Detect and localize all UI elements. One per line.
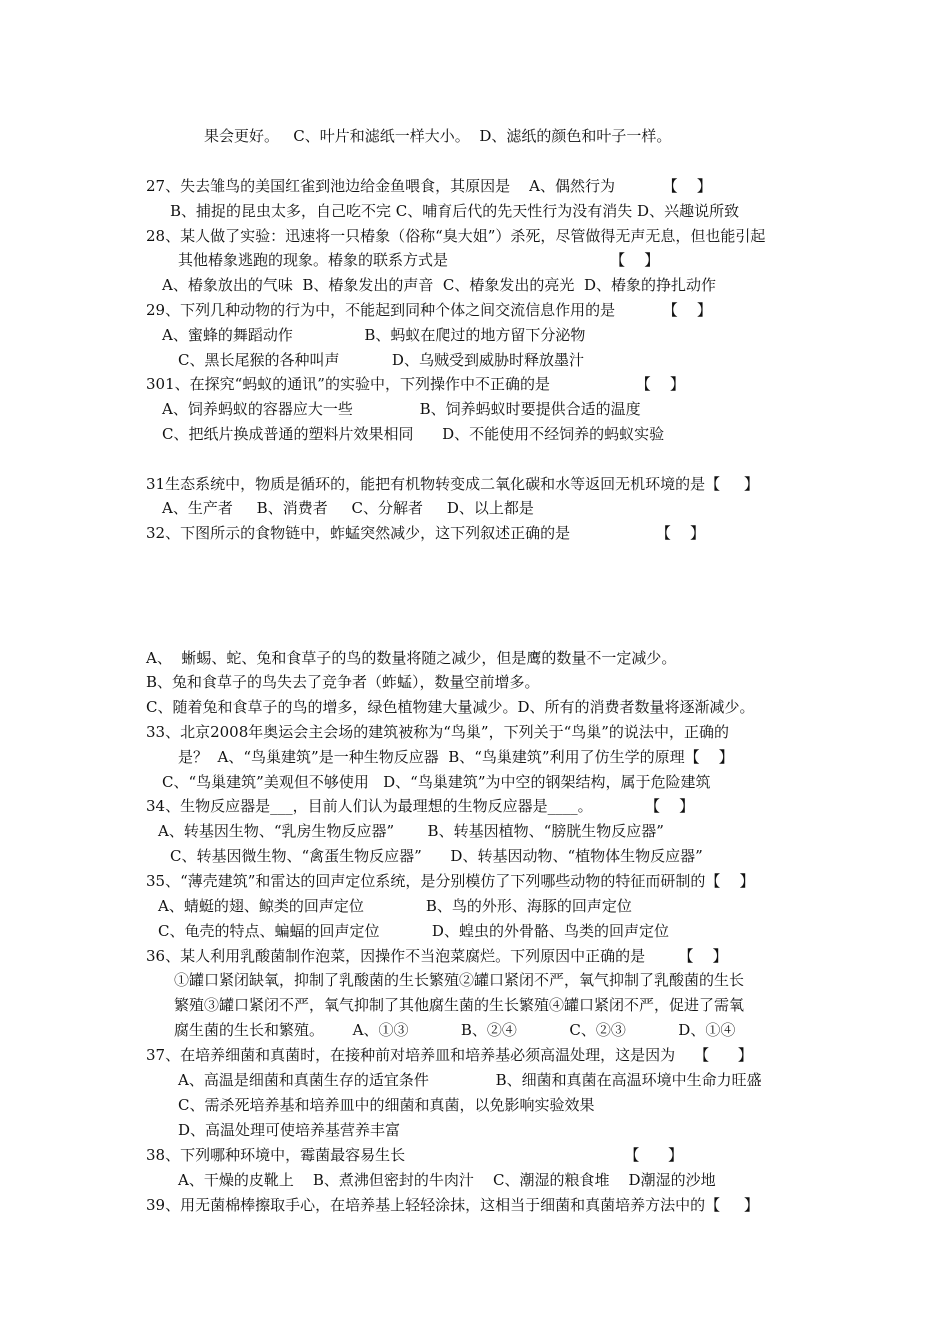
text-line: A、蜜蜂的舞蹈动作 B、蚂蚁在爬过的地方留下分泌物 [162, 326, 586, 344]
question-33: 33、北京2008年奥运会主会场的建筑被称为“鸟巢”，下列关于“鸟巢”的说法中，正确的 [146, 723, 729, 741]
question-301: 301、在探究“蚂蚁的通讯”的实验中，下列操作中不正确的是 【 】 [146, 375, 685, 393]
question-27: 27、失去雏鸟的美国红雀到池边给金鱼喂食，其原因是 A、偶然行为 【 】 [146, 177, 712, 195]
question-34: 34、生物反应器是___，目前人们认为最理想的生物反应器是____。 【 】 [146, 797, 695, 815]
text-line: C、龟壳的特点、蝙蝠的回声定位 D、蝗虫的外骨骼、鸟类的回声定位 [158, 922, 669, 940]
text-line: A、 蜥蜴、蛇、兔和食草子的鸟的数量将随之减少，但是鹰的数量不一定减少。 [146, 649, 677, 667]
text-line: 是？ A、“鸟巢建筑”是一种生物反应器 B、“鸟巢建筑”利用了仿生学的原理【 】 [178, 748, 734, 766]
question-39: 39、用无菌棉棒擦取手心，在培养基上轻轻涂抹，这相当于细菌和真菌培养方法中的【 】 [146, 1196, 759, 1214]
text-line: A、高温是细菌和真菌生存的适宜条件 B、细菌和真菌在高温环境中生命力旺盛 [178, 1071, 762, 1089]
question-37: 37、在培养细菌和真菌时，在接种前对培养皿和培养基必须高温处理，这是因为 【 】 [146, 1046, 753, 1064]
text-line: C、把纸片换成普通的塑料片效果相同 D、不能使用不经饲养的蚂蚁实验 [162, 425, 665, 443]
text-line: ①罐口紧闭缺氧，抑制了乳酸菌的生长繁殖②罐口紧闭不严，氧气抑制了乳酸菌的生长 [174, 971, 745, 989]
text-line: A、椿象放出的气味 B、椿象发出的声音 C、椿象发出的亮光 D、椿象的挣扎动作 [162, 276, 716, 294]
text-line: A、蜻蜓的翅、鲸类的回声定位 B、鸟的外形、海豚的回声定位 [158, 897, 632, 915]
text-line: C、黑长尾猴的各种叫声 D、乌贼受到威胁时释放墨汁 [178, 351, 584, 369]
text-line: D、高温处理可使培养基营养丰富 [178, 1121, 401, 1139]
question-28: 28、某人做了实验：迅速将一只椿象（俗称“臭大姐”）杀死，尽管做得无声无息，但也能引起 [146, 227, 766, 245]
text-line: C、需杀死培养基和培养皿中的细菌和真菌，以免影响实验效果 [178, 1096, 595, 1114]
text-line: B、兔和食草子的鸟失去了竞争者（蚱蜢），数量空前增多。 [146, 673, 540, 691]
text-line: A、饲养蚂蚁的容器应大一些 B、饲养蚂蚁时要提供合适的温度 [162, 400, 641, 418]
text-line: A、生产者 B、消费者 C、分解者 D、以上都是 [162, 499, 534, 517]
text-line: 繁殖③罐口紧闭不严，氧气抑制了其他腐生菌的生长繁殖④罐口紧闭不严，促进了需氧 [174, 996, 745, 1014]
text-line: C、“鸟巢建筑”美观但不够使用 D、“鸟巢建筑”为中空的钢架结构，属于危险建筑 [162, 773, 711, 791]
question-29: 29、下列几种动物的行为中，不能起到同种个体之间交流信息作用的是 【 】 [146, 301, 712, 319]
question-35: 35、“薄壳建筑”和雷达的回声定位系统，是分别模仿了下列哪些动物的特征而研制的【 】 [146, 872, 755, 890]
text-line: A、干燥的皮靴上 B、煮沸但密封的牛肉汁 C、潮湿的粮食堆 D潮湿的沙地 [178, 1171, 716, 1189]
question-36: 36、某人利用乳酸菌制作泡菜，因操作不当泡菜腐烂。下列原因中正确的是 【 】 [146, 947, 728, 965]
text-line: B、捕捉的昆虫太多，自己吃不完 C、哺育后代的先天性行为没有消失 D、兴趣说所致 [170, 202, 740, 220]
text-line: A、转基因生物、“乳房生物反应器” B、转基因植物、“膀胱生物反应器” [158, 822, 664, 840]
question-32: 32、下图所示的食物链中，蚱蜢突然减少，这下列叙述正确的是 【 】 [146, 524, 705, 542]
text-line: 其他椿象逃跑的现象。椿象的联系方式是 【 】 [178, 251, 660, 269]
question-31: 31生态系统中，物质是循环的，能把有机物转变成二氧化碳和水等返回无机环境的是【 】 [146, 475, 759, 493]
question-38: 38、下列哪种环境中，霉菌最容易生长 【 】 [146, 1146, 684, 1164]
text-line: C、随着兔和食草子的鸟的增多，绿色植物建大量减少。D、所有的消费者数量将逐渐减少。 [146, 698, 755, 716]
text-line: 果会更好。 C、叶片和滤纸一样大小。 D、滤纸的颜色和叶子一样。 [204, 127, 672, 145]
text-line: 腐生菌的生长和繁殖。 A、①③ B、②④ C、②③ D、①④ [174, 1021, 736, 1039]
text-line: C、转基因微生物、“禽蛋生物反应器” D、转基因动物、“植物体生物反应器” [170, 847, 703, 865]
